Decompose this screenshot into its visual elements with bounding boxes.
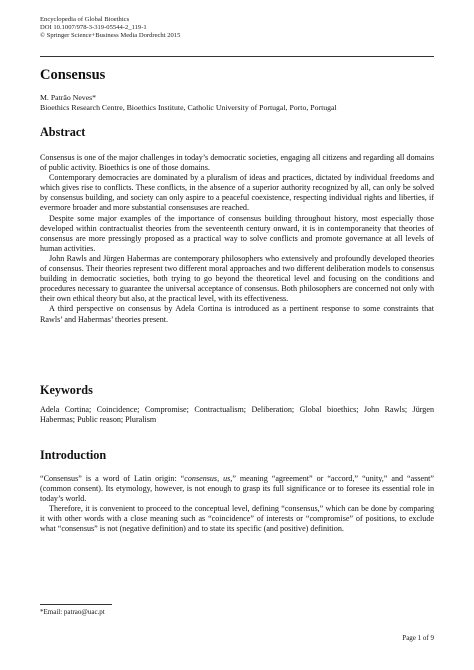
- abstract-paragraph: Despite some major examples of the importance of consensus building throughout history, most especially those developed within contractualist theories from the seventeenth century onward, it is in contemporaneity that theories of consensus are more pressingly proposed as a practical way to solve conflicts and promote governance at all levels of human activities.: [40, 213, 434, 253]
- intro-text-b: ,” meaning “agreement” or “accord,” “unity,” and “assent” (common consent). Its etymology, however, is not enough to grasp its full significance or to foresee its essential role in today’s world.: [40, 474, 434, 504]
- header-encyclopedia: Encyclopedia of Global Bioethics: [40, 16, 130, 23]
- header-copyright: © Springer Science+Business Media Dordrecht 2015: [40, 32, 181, 40]
- journal-header: [40, 16, 180, 41]
- header-divider: [40, 56, 434, 57]
- abstract-heading: Abstract: [40, 125, 86, 139]
- keywords-list: Adela Cortina; Coincidence; Compromise; Contractualism; Deliberation; Global bioethics; John Rawls; Jürgen Habermas; Public reason; Pluralism: [40, 405, 434, 425]
- footnote-email: *Email: patrao@uac.pt: [40, 608, 105, 616]
- abstract-paragraph: John Rawls and Jürgen Habermas are contemporary philosophers who extensively and profoundly developed theories of consensus. Their theories represent two different moral approaches and two different deliberation models to consensus building in democratic societies, both trying to go beyond the theoretical level and focusing on the conditions and procedures necessary to guarantee the universal acceptance of consensus. Both philosophers are concerned not only with their own ethical theory but also, at the practical level, with its effectiveness.: [40, 253, 434, 304]
- abstract-body: [40, 153, 434, 325]
- keywords-heading: Keywords: [40, 383, 93, 397]
- abstract-paragraph: Contemporary democracies are dominated by a pluralism of ideas and practices, dictated by individual freedoms and which gives rise to conflicts. These conflicts, in the absence of a superior authority recognized by all, can only be solved by consensus building, and society can only aspire to a peaceful coexistence, respecting individual rights and liberties, if evermore broader and more substantial consensuses are reached.: [40, 173, 434, 213]
- abstract-paragraph: A third perspective on consensus by Adela Cortina is introduced as a pertinent response to some constraints that Rawls’ and Habermas’ theories present.: [40, 304, 434, 324]
- introduction-body: [40, 474, 434, 535]
- author-name: M. Patrão Neves*: [40, 93, 97, 102]
- article-title: Consensus: [40, 67, 106, 83]
- header-doi: DOI 10.1007/978-3-319-05544-2_119-1: [40, 24, 147, 32]
- keywords-body: [40, 405, 434, 425]
- author-affiliation: Bioethics Research Centre, Bioethics Institute, Catholic University of Portugal, Porto, Portugal: [40, 103, 337, 112]
- intro-latin-term: consensus, us: [184, 474, 231, 483]
- abstract-paragraph: Consensus is one of the major challenges in today’s democratic societies, engaging all citizens and regarding all domains of public activity. Bioethics is one of those domains.: [40, 153, 434, 173]
- page-number: Page 1 of 9: [402, 634, 434, 642]
- footnote-divider: [40, 604, 112, 605]
- introduction-paragraph-1: [40, 474, 434, 504]
- intro-text-a: “Consensus” is a word of Latin origin: “: [40, 474, 185, 483]
- introduction-heading: Introduction: [40, 448, 107, 462]
- introduction-paragraph-2: Therefore, it is convenient to proceed to the conceptual level, defining “consensus,” which can be done by comparing it with other words with a close meaning such as “coincidence” of interests or “compromise” of positions, to exclude what “consensus” is not (negative definition) and to state its specific (and positive) definition.: [40, 504, 434, 534]
